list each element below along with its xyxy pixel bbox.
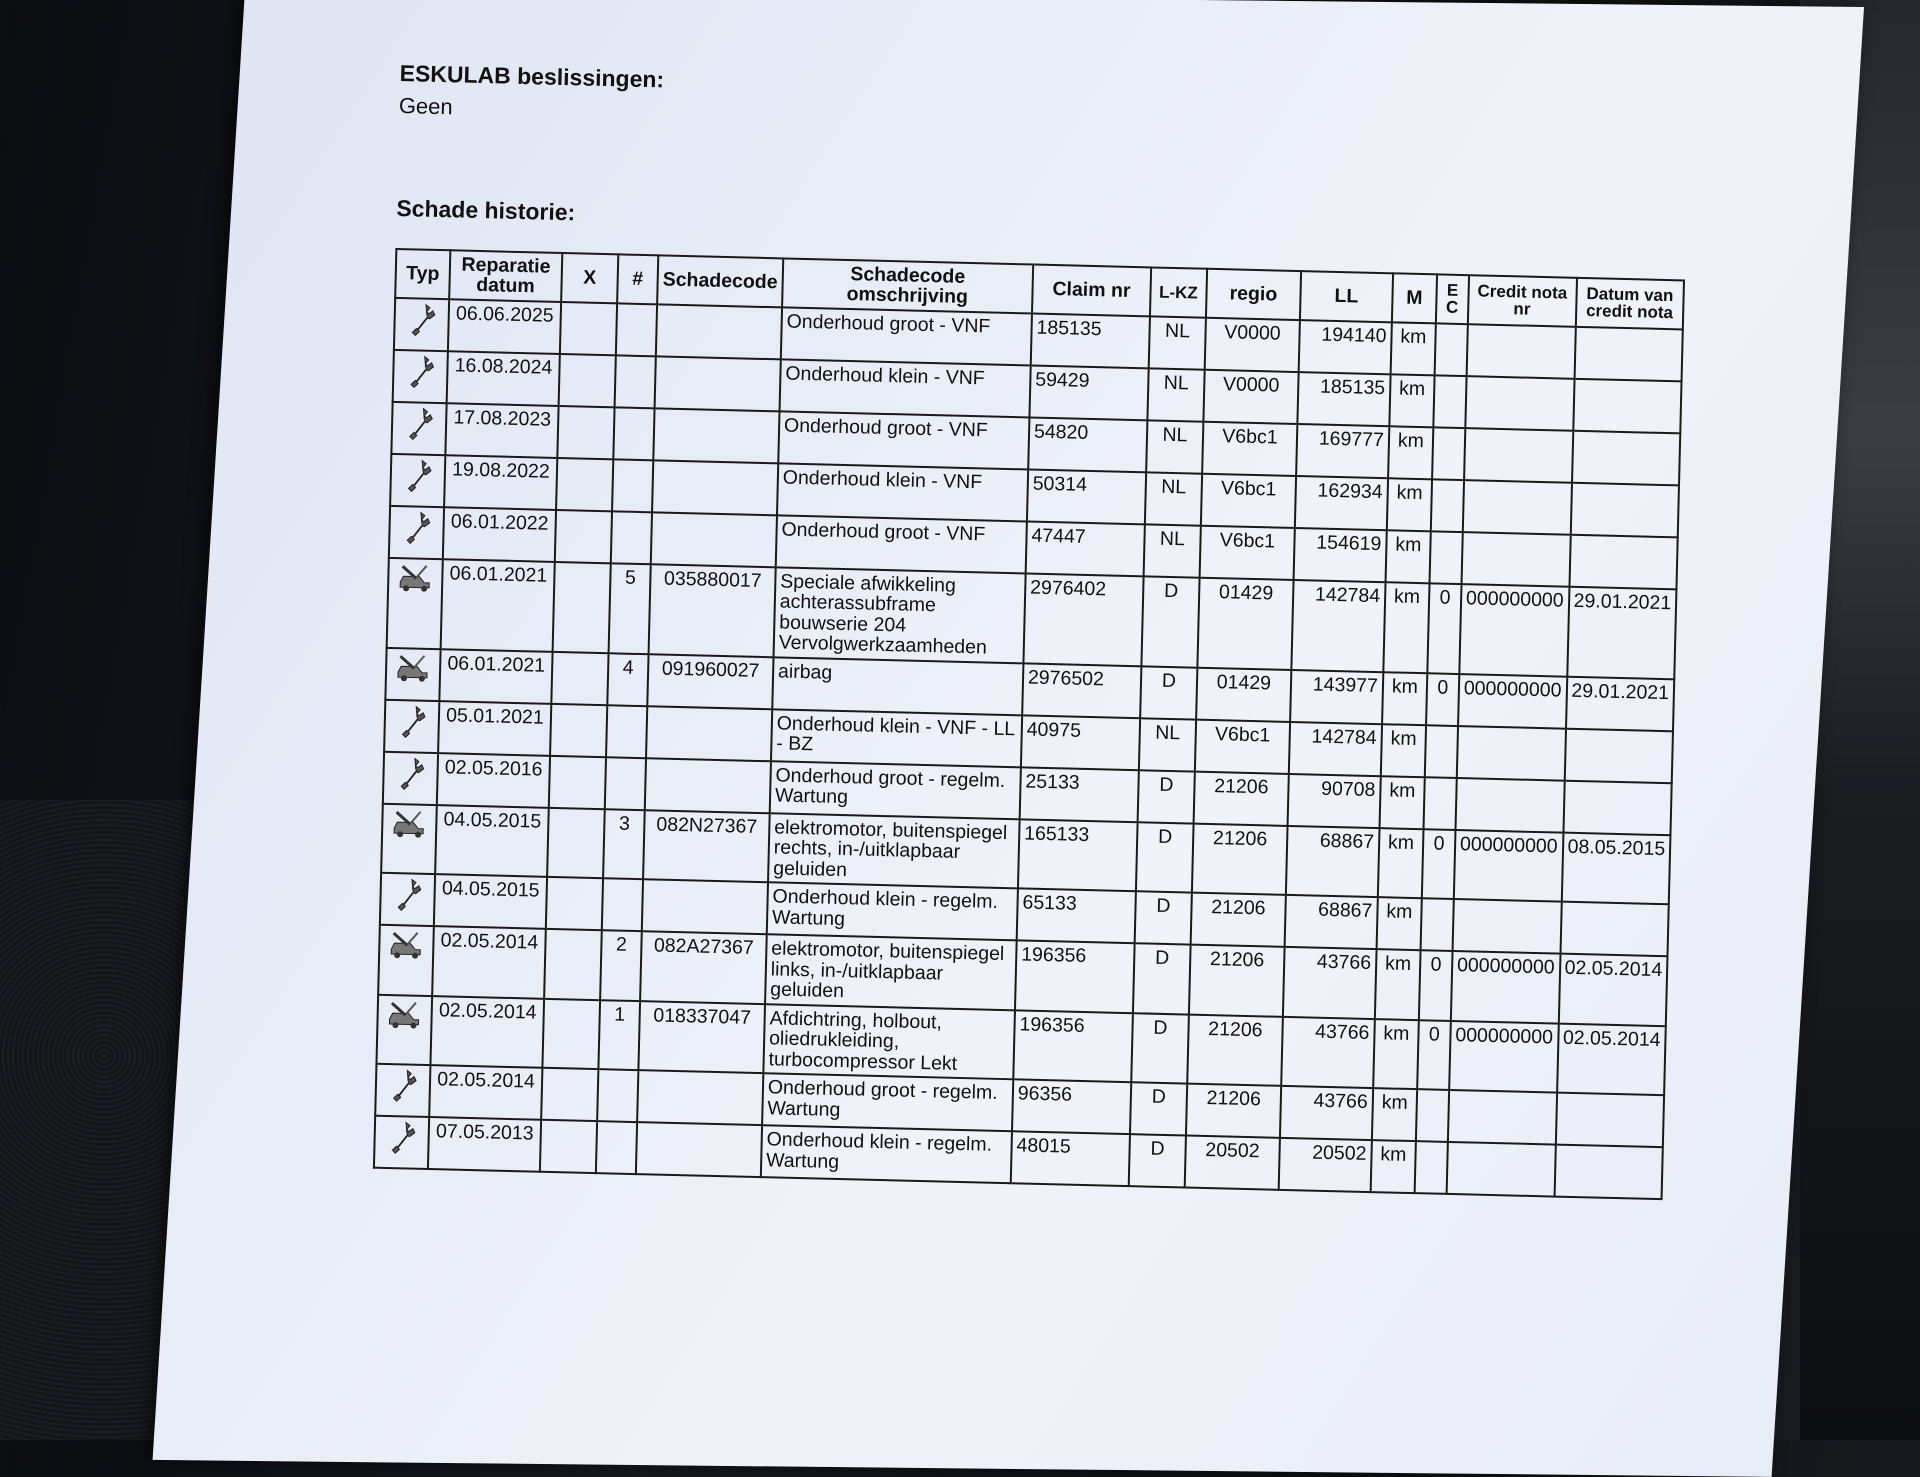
cell-credit-date xyxy=(1564,728,1673,783)
damage-history-table xyxy=(373,248,1685,1200)
cell-n: 3 xyxy=(603,809,645,879)
cell-credit-nr xyxy=(1448,1090,1557,1145)
cell-lkz: D xyxy=(1133,943,1191,1014)
cell-m: km xyxy=(1387,478,1432,531)
cell-n: 5 xyxy=(609,563,651,654)
cell-regio: 21206 xyxy=(1192,823,1288,895)
cell-lkz: NL xyxy=(1143,524,1200,577)
cell-m: km xyxy=(1375,949,1421,1019)
cell-m: km xyxy=(1381,724,1426,777)
cell-credit-date xyxy=(1555,1093,1664,1148)
cell-date: 06.01.2021 xyxy=(441,559,555,652)
cell-credit-nr xyxy=(1465,376,1574,431)
header-ec: E C xyxy=(1436,274,1469,324)
cell-credit-date: 29.01.2021 xyxy=(1567,587,1677,679)
cell-code xyxy=(656,304,782,359)
typ-cell xyxy=(381,804,437,875)
cell-n xyxy=(597,1069,638,1122)
cell-ec xyxy=(1433,375,1466,428)
cell-code xyxy=(637,1070,763,1125)
cell-n: 1 xyxy=(598,1000,640,1070)
car-repair-icon xyxy=(393,562,438,593)
cell-ll: 142784 xyxy=(1291,580,1385,672)
cell-credit-date: 08.05.2015 xyxy=(1561,832,1670,904)
cell-code: 091960027 xyxy=(647,654,773,709)
cell-m: km xyxy=(1391,322,1436,375)
cell-x xyxy=(540,1120,597,1173)
cell-x xyxy=(544,929,602,1000)
typ-cell xyxy=(394,298,449,351)
cell-desc: Speciale afwikkeling achterassubframe bouwserie 204 Vervolgwerkzaamheden xyxy=(773,567,1025,663)
cell-x xyxy=(553,562,611,653)
cell-code xyxy=(645,758,771,813)
header-lkz: L-KZ xyxy=(1150,267,1207,317)
cell-credit-nr xyxy=(1446,1142,1555,1197)
cell-lkz: NL xyxy=(1145,472,1202,525)
cell-claim: 54820 xyxy=(1028,417,1147,472)
cell-claim: 165133 xyxy=(1018,819,1138,891)
cell-date: 02.05.2014 xyxy=(430,996,544,1068)
cell-n xyxy=(602,878,643,931)
cell-date: 06.06.2025 xyxy=(448,299,561,354)
cell-m: km xyxy=(1383,582,1429,673)
cell-n xyxy=(611,511,652,564)
cell-date: 07.05.2013 xyxy=(428,1117,541,1172)
cell-desc: Onderhoud klein - VNF xyxy=(777,463,1028,521)
header-x: X xyxy=(561,253,618,303)
cell-ec xyxy=(1434,323,1467,376)
car-repair-icon xyxy=(384,929,429,960)
cell-m: km xyxy=(1382,672,1427,725)
cell-date: 19.08.2022 xyxy=(444,455,557,510)
cell-ll: 154619 xyxy=(1293,528,1386,582)
cell-credit-date: 02.05.2014 xyxy=(1558,954,1667,1026)
wrench-icon xyxy=(381,1068,426,1103)
cell-ll: 68867 xyxy=(1286,826,1380,898)
cell-x xyxy=(557,406,614,459)
cell-x xyxy=(547,808,605,879)
cell-m: km xyxy=(1388,426,1433,479)
cell-x xyxy=(541,1068,598,1121)
cell-claim: 40975 xyxy=(1021,715,1140,770)
cell-lkz: D xyxy=(1137,770,1194,823)
header-datum-credit-nota: Datum van credit nota xyxy=(1575,278,1684,330)
wrench-icon xyxy=(379,1120,424,1155)
cell-claim: 48015 xyxy=(1011,1131,1130,1186)
cell-ec xyxy=(1425,725,1458,778)
cell-desc: Onderhoud groot - regelm. Wartung xyxy=(762,1073,1013,1131)
typ-cell xyxy=(378,925,434,996)
wrench-icon xyxy=(388,756,433,791)
cell-ll: 194140 xyxy=(1299,320,1392,374)
cell-credit-nr xyxy=(1463,480,1572,535)
cell-lkz: D xyxy=(1136,822,1194,893)
cell-n xyxy=(613,407,654,460)
cell-code: 018337047 xyxy=(638,1001,765,1073)
wrench-icon xyxy=(394,510,439,545)
typ-cell xyxy=(393,350,448,403)
cell-x xyxy=(550,704,607,757)
cell-desc: Onderhoud klein - regelm. Wartung xyxy=(767,882,1018,940)
wrench-icon xyxy=(385,877,430,912)
cell-code: 082A27367 xyxy=(640,931,767,1003)
cell-ec: 0 xyxy=(1422,829,1456,899)
cell-code xyxy=(655,356,781,411)
cell-code xyxy=(652,460,778,515)
cell-ll: 143977 xyxy=(1290,670,1383,724)
cell-date: 17.08.2023 xyxy=(445,403,558,458)
cell-credit-date xyxy=(1560,902,1669,957)
cell-regio: 21206 xyxy=(1193,771,1288,825)
cell-desc: elektromotor, buitenspiegel links, in-/uitklapbaar geluiden xyxy=(765,934,1017,1009)
typ-cell xyxy=(374,1116,429,1169)
eskulab-value: Geen xyxy=(398,92,454,120)
cell-desc: Onderhoud groot - VNF xyxy=(781,307,1032,365)
cell-date: 02.05.2016 xyxy=(437,753,550,808)
cell-credit-date xyxy=(1554,1145,1663,1200)
cell-ll: 20502 xyxy=(1279,1138,1372,1192)
cell-desc: airbag xyxy=(772,657,1023,715)
cell-regio: V6bc1 xyxy=(1195,719,1290,773)
cell-n: 4 xyxy=(607,653,648,706)
cell-regio: 20502 xyxy=(1185,1136,1280,1190)
cell-desc: Onderhoud groot - VNF xyxy=(778,411,1029,469)
cell-n xyxy=(605,757,646,810)
cell-n xyxy=(615,355,656,408)
cell-claim: 185135 xyxy=(1031,313,1150,368)
eskulab-title: ESKULAB beslissingen: xyxy=(399,60,665,93)
cell-n: 2 xyxy=(600,930,642,1000)
header-reparatie-datum: Reparatie datum xyxy=(449,250,562,302)
cell-m: km xyxy=(1373,1019,1419,1089)
cell-regio: 21206 xyxy=(1191,893,1286,947)
cell-ec xyxy=(1432,427,1465,480)
cell-lkz: D xyxy=(1141,576,1199,667)
header-typ: Typ xyxy=(395,249,450,299)
car-repair-icon xyxy=(391,652,436,683)
cell-ec xyxy=(1420,898,1453,951)
cell-lkz: D xyxy=(1129,1134,1186,1187)
cell-ll: 43766 xyxy=(1283,947,1377,1019)
cell-m: km xyxy=(1372,1088,1417,1141)
cell-date: 02.05.2014 xyxy=(429,1065,542,1120)
table-body xyxy=(374,298,1683,1199)
cell-credit-date xyxy=(1574,327,1683,382)
cell-credit-date: 02.05.2014 xyxy=(1557,1023,1666,1095)
cell-n xyxy=(596,1121,637,1174)
cell-m: km xyxy=(1376,897,1421,950)
cell-n xyxy=(616,303,657,356)
history-title: Schade historie: xyxy=(396,194,576,226)
cell-claim: 50314 xyxy=(1027,469,1146,524)
header-schadecode: Schadecode xyxy=(657,255,783,307)
cell-credit-nr: 000000000 xyxy=(1449,1021,1558,1093)
header-regio: regio xyxy=(1206,269,1301,320)
typ-cell xyxy=(385,648,440,701)
wrench-icon xyxy=(399,302,444,337)
cell-credit-nr: 000000000 xyxy=(1451,951,1560,1023)
cell-claim: 59429 xyxy=(1029,365,1148,420)
cell-date: 16.08.2024 xyxy=(447,351,560,406)
cell-lkz: D xyxy=(1131,1013,1189,1084)
cell-ll: 142784 xyxy=(1289,722,1382,776)
cell-regio: 21206 xyxy=(1187,1014,1283,1086)
typ-cell xyxy=(376,994,432,1065)
typ-cell xyxy=(387,558,443,649)
cell-x xyxy=(542,998,600,1069)
header-ll: LL xyxy=(1300,271,1393,322)
cell-credit-nr xyxy=(1461,532,1570,587)
cell-claim: 25133 xyxy=(1020,767,1139,822)
cell-lkz: D xyxy=(1135,891,1192,944)
cell-credit-date xyxy=(1563,780,1672,835)
typ-cell xyxy=(390,454,445,507)
typ-cell xyxy=(383,752,438,805)
cell-claim: 47447 xyxy=(1026,521,1145,576)
cell-date: 04.05.2015 xyxy=(435,805,549,877)
cell-regio: V0000 xyxy=(1203,370,1298,424)
cell-lkz: NL xyxy=(1139,718,1196,771)
wrench-icon xyxy=(389,704,434,739)
cell-n xyxy=(606,705,647,758)
cell-date: 06.01.2021 xyxy=(439,649,552,704)
cell-lkz: NL xyxy=(1146,420,1203,473)
cell-regio: V6bc1 xyxy=(1199,526,1294,580)
cell-claim: 196356 xyxy=(1015,941,1135,1013)
header-omschrijving: Schadecode omschrijving xyxy=(782,258,1033,313)
cell-credit-date xyxy=(1573,379,1682,434)
cell-m: km xyxy=(1379,776,1424,829)
cell-x xyxy=(555,510,612,563)
cell-code: 035880017 xyxy=(649,564,776,657)
cell-m: km xyxy=(1389,374,1434,427)
cell-claim: 65133 xyxy=(1017,889,1136,944)
cell-credit-date xyxy=(1570,483,1679,538)
cell-ll: 43766 xyxy=(1281,1016,1375,1088)
cell-code xyxy=(636,1122,762,1177)
cell-code xyxy=(646,706,772,761)
cell-regio: 01429 xyxy=(1196,667,1291,721)
cell-x xyxy=(551,652,608,705)
cell-ll: 90708 xyxy=(1287,774,1380,828)
cell-claim: 2976402 xyxy=(1023,573,1143,666)
cell-ll: 68867 xyxy=(1284,895,1377,949)
cell-m: km xyxy=(1378,828,1424,898)
cell-date: 05.01.2021 xyxy=(438,701,551,756)
cell-credit-nr: 000000000 xyxy=(1458,674,1567,729)
car-repair-icon xyxy=(382,998,427,1029)
cell-regio: 21206 xyxy=(1186,1084,1281,1138)
cell-desc: Afdichtring, holbout, oliedrukleiding, turbocompressor Lekt xyxy=(763,1004,1015,1079)
cell-code xyxy=(651,512,777,567)
typ-cell xyxy=(375,1064,430,1117)
car-repair-icon xyxy=(387,808,432,839)
cell-lkz: D xyxy=(1130,1082,1187,1135)
cell-lkz: D xyxy=(1140,666,1197,719)
header-hash: # xyxy=(617,254,658,304)
cell-credit-nr xyxy=(1455,778,1564,833)
cell-lkz: NL xyxy=(1149,316,1206,369)
cell-regio: 21206 xyxy=(1189,945,1285,1017)
typ-cell xyxy=(384,700,439,753)
typ-cell xyxy=(389,506,444,559)
cell-credit-nr xyxy=(1464,428,1573,483)
cell-regio: 01429 xyxy=(1197,578,1293,670)
cell-m: km xyxy=(1371,1140,1416,1193)
cell-desc: Onderhoud groot - regelm. Wartung xyxy=(770,761,1021,819)
cell-credit-nr: 000000000 xyxy=(1459,584,1569,676)
cell-credit-date: 29.01.2021 xyxy=(1566,677,1675,732)
cell-x xyxy=(560,302,617,355)
cell-m: km xyxy=(1385,530,1430,583)
cell-ec xyxy=(1423,777,1456,830)
typ-cell xyxy=(380,873,435,926)
header-m: M xyxy=(1392,273,1437,323)
cell-desc: Onderhoud klein - VNF xyxy=(779,359,1030,417)
cell-ec: 0 xyxy=(1417,1020,1451,1090)
cell-desc: elektromotor, buitenspiegel rechts, in-/uitklapbaar geluiden xyxy=(768,813,1020,888)
cell-ec xyxy=(1415,1141,1448,1194)
cell-desc: Onderhoud groot - VNF xyxy=(776,515,1027,573)
cell-desc: Onderhoud klein - regelm. Wartung xyxy=(761,1125,1012,1183)
cell-claim: 96356 xyxy=(1012,1079,1131,1134)
cell-date: 06.01.2022 xyxy=(443,507,556,562)
cell-x xyxy=(549,756,606,809)
header-claim-nr: Claim nr xyxy=(1032,265,1151,317)
cell-ec xyxy=(1431,479,1464,532)
cell-credit-nr: 000000000 xyxy=(1454,830,1563,902)
typ-cell xyxy=(391,402,446,455)
cell-code xyxy=(642,879,768,934)
cell-desc: Onderhoud klein - VNF - LL - BZ xyxy=(771,709,1022,767)
cell-ec: 0 xyxy=(1426,673,1459,726)
cell-credit-nr xyxy=(1457,726,1566,781)
wrench-icon xyxy=(398,354,443,389)
cell-ec: 0 xyxy=(1419,950,1453,1020)
cell-ll: 169777 xyxy=(1296,424,1389,478)
cell-x xyxy=(546,877,603,930)
cell-lkz: NL xyxy=(1147,368,1204,421)
document xyxy=(373,60,1800,1203)
cell-claim: 196356 xyxy=(1013,1010,1133,1082)
cell-x xyxy=(556,458,613,511)
cell-regio: V0000 xyxy=(1205,318,1300,372)
cell-credit-date xyxy=(1572,431,1681,486)
cell-n xyxy=(612,459,653,512)
cell-ll: 43766 xyxy=(1280,1086,1373,1140)
cell-credit-nr xyxy=(1452,899,1561,954)
header-credit-nota-nr: Credit nota nr xyxy=(1468,275,1577,327)
wrench-icon xyxy=(397,406,442,441)
cell-date: 04.05.2015 xyxy=(434,874,547,929)
cell-code xyxy=(653,408,779,463)
cell-credit-date xyxy=(1569,535,1678,590)
cell-credit-nr xyxy=(1466,324,1575,379)
cell-ec xyxy=(1429,531,1462,584)
cell-ll: 185135 xyxy=(1297,372,1390,426)
cell-ll: 162934 xyxy=(1295,476,1388,530)
cell-regio: V6bc1 xyxy=(1202,422,1297,476)
wrench-icon xyxy=(395,458,440,493)
cell-claim: 2976502 xyxy=(1022,663,1141,718)
cell-x xyxy=(559,354,616,407)
cell-ec: 0 xyxy=(1427,583,1461,674)
cell-ec xyxy=(1416,1089,1449,1142)
cell-date: 02.05.2014 xyxy=(432,926,546,998)
cell-code: 082N27367 xyxy=(643,810,770,882)
cell-regio: V6bc1 xyxy=(1201,474,1296,528)
